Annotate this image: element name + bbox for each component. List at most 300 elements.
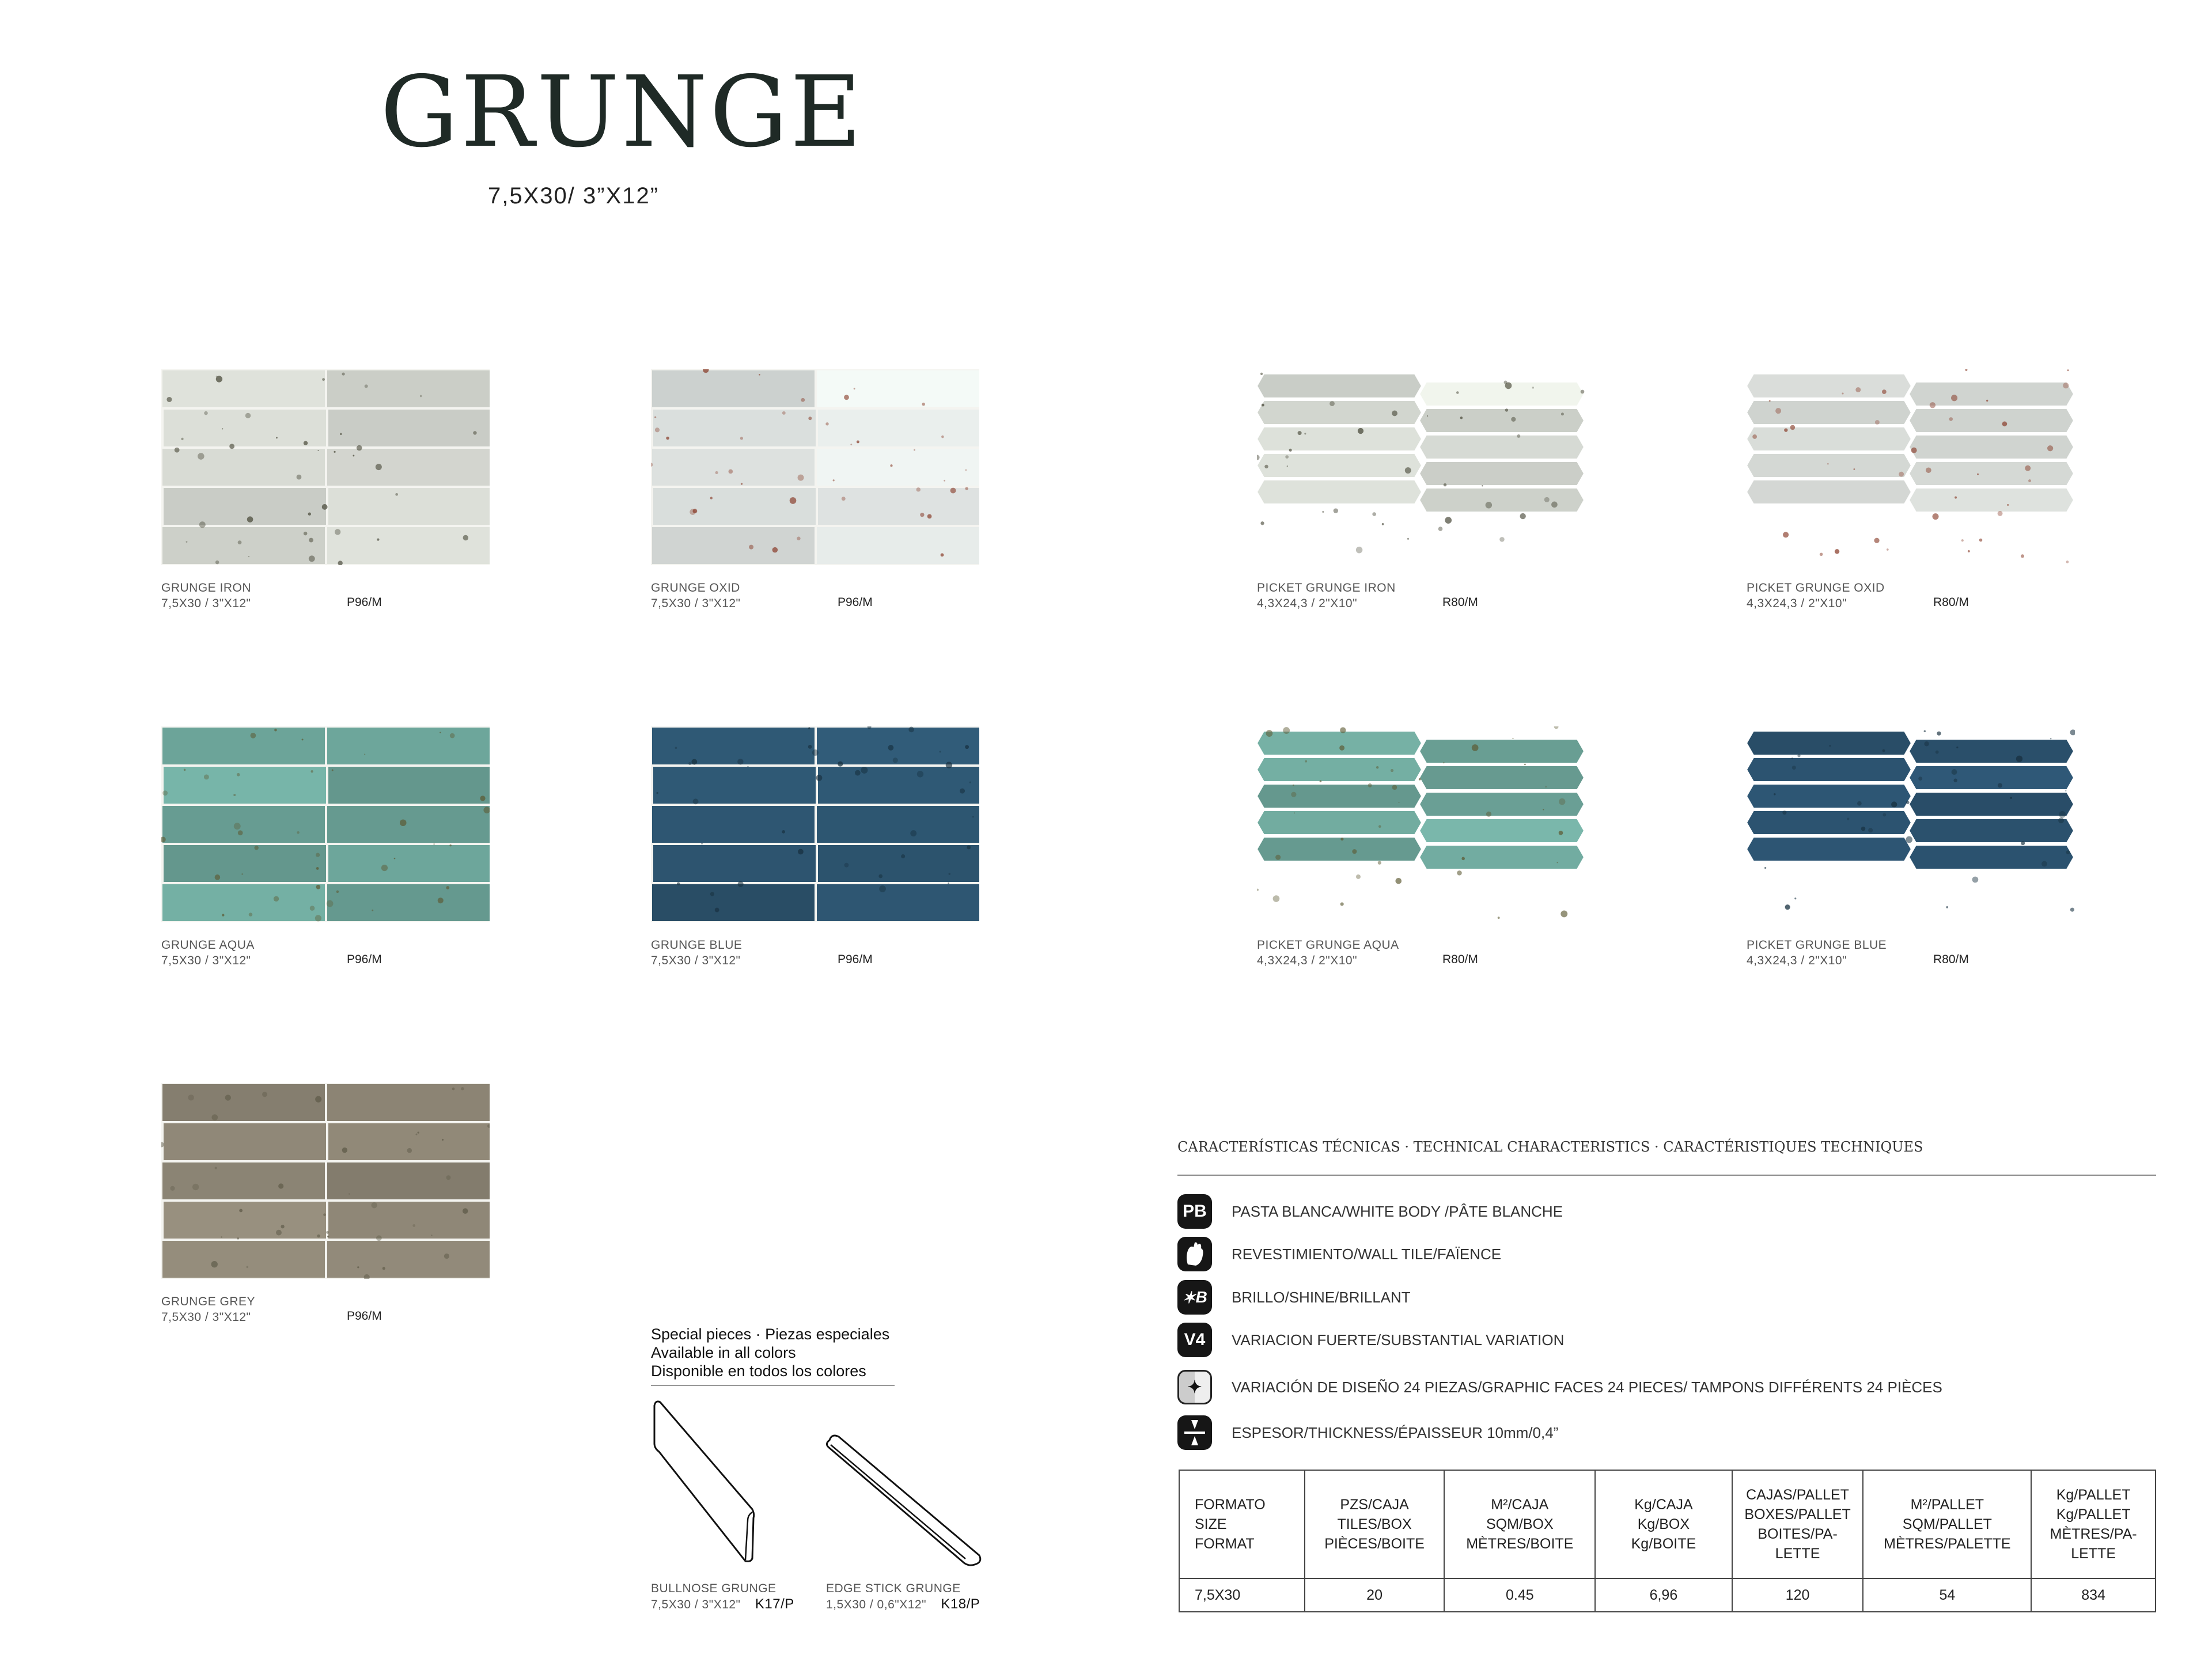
grunge-stain [442, 1139, 444, 1141]
grunge-stain [741, 483, 743, 484]
grunge-stain [1378, 861, 1381, 865]
picket-tile [1747, 374, 1911, 398]
grunge-stain [215, 561, 219, 564]
grunge-stain [342, 1148, 347, 1153]
tile-label [161, 937, 255, 968]
picket-tile [1747, 784, 1911, 808]
tile-label [1257, 937, 1399, 968]
grunge-stain [801, 398, 805, 402]
header-line: PZS/CAJA [1340, 1497, 1409, 1513]
brick-tile [652, 884, 815, 921]
grunge-stain [949, 873, 950, 874]
grunge-stain [782, 830, 785, 834]
grunge-stain [1924, 741, 1929, 746]
grunge-stain [740, 437, 743, 440]
piece-label [826, 1581, 980, 1612]
grunge-stain [969, 782, 971, 783]
brick-tile [653, 767, 816, 804]
tile-label [1747, 937, 1887, 968]
grunge-stain [440, 732, 441, 733]
table-header-row [1179, 1470, 2156, 1578]
tile-size: 4,3X24,3 / 2"X10" [1747, 597, 1847, 610]
tile-image[interactable] [1747, 369, 2075, 565]
grunge-stain [372, 910, 373, 911]
tile-size: 7,5X30 / 3"X12" [161, 1311, 251, 1324]
header-line: LETTE [1775, 1546, 1820, 1562]
picket-tile [1257, 731, 1422, 755]
grunge-stain [1951, 395, 1957, 401]
grunge-stain [1882, 389, 1887, 394]
bullnose-drawing [651, 1394, 760, 1567]
picket-tile [1257, 453, 1422, 478]
picket-tile [1747, 480, 1911, 504]
header-line: FORMATO [1195, 1497, 1266, 1513]
grunge-stain [1505, 383, 1512, 389]
brick-tile [653, 845, 816, 882]
grunge-stain [1560, 910, 1567, 917]
header-line: FORMAT [1195, 1536, 1255, 1552]
brick-tile [328, 1123, 490, 1160]
grunge-stain [2070, 729, 2075, 735]
grunge-stain [675, 747, 677, 749]
grunge-stain [1438, 527, 1443, 531]
grunge-stain [1861, 827, 1866, 831]
grunge-stain [452, 1088, 455, 1090]
grunge-stain [1340, 727, 1346, 733]
picket-tile [1419, 408, 1584, 433]
tile-image[interactable] [1747, 726, 2075, 922]
grunge-stain [327, 900, 334, 907]
brick-tile [162, 370, 325, 407]
tile-name: PICKET GRUNGE OXID [1747, 581, 1885, 594]
grunge-stain [1273, 895, 1280, 902]
grunge-stain [1924, 730, 1926, 733]
picket-tile [1257, 427, 1422, 451]
grunge-stain [1376, 766, 1378, 768]
grunge-stain [199, 521, 206, 528]
grunge-stain [688, 762, 691, 765]
grunge-stain [2065, 790, 2066, 792]
grunge-stain [309, 538, 313, 543]
grunge-stain [274, 729, 277, 732]
tile-label [651, 937, 742, 968]
grunge-stain [1857, 801, 1862, 806]
grunge-stain [332, 769, 334, 771]
grunge-stain [1392, 785, 1397, 790]
grunge-stain [2025, 465, 2031, 471]
grunge-stain [1287, 465, 1288, 467]
tile-size: 7,5X30 / 3"X12" [651, 954, 741, 967]
grunge-stain [1291, 792, 1296, 797]
feature-text: VARIACION FUERTE/SUBSTANTIAL VARIATION [1232, 1331, 1565, 1349]
grunge-stain [747, 766, 748, 767]
tile-code: P96/M [347, 1309, 382, 1323]
grunge-stain [965, 487, 968, 490]
piece-label [651, 1581, 794, 1612]
grunge-stain [1289, 449, 1292, 452]
grunge-stain [1352, 849, 1357, 854]
grunge-stain [2058, 817, 2064, 823]
grunge-stain [1559, 831, 1563, 835]
brick-tile [653, 488, 816, 525]
grunge-stain [463, 535, 468, 540]
grunge-stain [691, 759, 697, 765]
brick-tile [653, 410, 816, 446]
brick-tile [164, 767, 326, 804]
grunge-stain [412, 1224, 415, 1227]
grunge-stain [1482, 485, 1483, 486]
feature-white-body [1177, 1194, 1563, 1229]
grunge-stain [2050, 738, 2051, 739]
grunge-stain [237, 773, 240, 777]
grunge-stain [1906, 801, 1910, 804]
grunge-stain [1956, 747, 1958, 748]
grunge-stain [186, 541, 188, 543]
grunge-stain [1334, 508, 1338, 513]
grunge-stain [1875, 420, 1880, 425]
grunge-stain [376, 1235, 382, 1241]
grunge-stain [192, 1184, 199, 1190]
grunge-stain [340, 433, 342, 436]
piece-name: EDGE STICK GRUNGE [826, 1582, 961, 1595]
tile-image[interactable] [651, 369, 979, 565]
table-cell: 834 [2031, 1578, 2156, 1612]
grunge-stain [431, 1234, 432, 1236]
grunge-stain [922, 403, 925, 406]
brick-tile [818, 767, 979, 804]
divider [1177, 1175, 2156, 1176]
grunge-stain [1820, 552, 1823, 556]
tile-name: PICKET GRUNGE IRON [1257, 581, 1396, 594]
grunge-stain [812, 749, 819, 756]
grunge-stain [2059, 811, 2066, 818]
tile-image[interactable] [161, 726, 490, 922]
brick-tile [652, 728, 815, 764]
piece-code: K17/P [755, 1596, 794, 1612]
grunge-stain [677, 882, 680, 885]
grunge-stain [950, 488, 956, 494]
brick-tile [818, 410, 979, 446]
brick-tile [817, 806, 979, 843]
tile-name: PICKET GRUNGE AQUA [1257, 938, 1399, 952]
grunge-stain [1499, 537, 1505, 542]
grunge-stain [316, 867, 319, 870]
grunge-stain [1293, 785, 1294, 786]
picket-tile [1419, 766, 1584, 790]
grunge-stain [1294, 812, 1295, 813]
grunge-stain [1977, 474, 1979, 475]
grunge-stain [2047, 445, 2053, 451]
grunge-stain [322, 504, 328, 510]
tile-image[interactable] [1257, 726, 1585, 922]
grunge-stain [450, 733, 455, 739]
grunge-stain [1986, 400, 1988, 402]
grunge-stain [238, 540, 242, 544]
header-line: Kg/PALLET [2056, 1506, 2131, 1523]
grunge-stain [2007, 504, 2009, 506]
grunge-stain [222, 914, 224, 916]
grunge-stain [737, 759, 743, 764]
grunge-stain [211, 1261, 218, 1267]
shine-icon: ✶ B [1177, 1280, 1212, 1315]
grunge-stain [221, 1236, 222, 1237]
picket-tile [1257, 758, 1422, 782]
grunge-stain [335, 529, 340, 535]
feature-text: REVESTIMIENTO/WALL TILE/FAÏENCE [1232, 1245, 1502, 1263]
feature-graphic-faces [1177, 1369, 1942, 1405]
edge-stick-drawing [824, 1429, 985, 1573]
grunge-stain [844, 863, 849, 868]
grunge-stain [316, 853, 320, 857]
grunge-stain [480, 796, 485, 801]
brick-tile [327, 728, 490, 764]
brick-tile [162, 728, 325, 764]
grunge-stain [211, 1114, 218, 1120]
grunge-stain [960, 789, 965, 794]
grunge-stain [1339, 745, 1344, 751]
grunge-stain [1382, 523, 1384, 525]
grunge-stain [233, 794, 236, 796]
table-cell: 0.45 [1444, 1578, 1595, 1612]
grunge-stain [1918, 777, 1922, 781]
brick-tile [818, 488, 979, 525]
variation-v4-icon: V4 [1177, 1323, 1212, 1357]
brick-tile [164, 1123, 326, 1160]
grunge-stain [890, 464, 892, 467]
grunge-stain [808, 416, 812, 420]
grunge-stain [1461, 857, 1465, 861]
grunge-stain [1853, 468, 1855, 470]
grunge-stain [738, 881, 744, 887]
grunge-stain [1512, 738, 1513, 739]
picket-tile [1419, 819, 1584, 843]
table-header-cell [1305, 1470, 1445, 1578]
brick-tile [162, 884, 325, 921]
grunge-stain [1946, 906, 1948, 908]
tile-image[interactable] [1257, 369, 1585, 565]
thickness-icon [1177, 1415, 1212, 1450]
special-line: Special pieces · Piezas especiales [651, 1326, 890, 1343]
feature-variation [1177, 1322, 1564, 1358]
table-cell: 6,96 [1595, 1578, 1732, 1612]
grunge-stain [1262, 404, 1264, 407]
grunge-stain [1419, 778, 1421, 781]
grunge-stain [249, 912, 252, 916]
grunge-stain [693, 798, 699, 804]
grunge-stain [1340, 838, 1343, 840]
grunge-stain [1581, 390, 1585, 394]
table-header-cell [1595, 1470, 1732, 1578]
table-header-cell [2031, 1470, 2156, 1578]
feature-text: ESPESOR/THICKNESS/ÉPAISSEUR 10mm/0,4” [1232, 1423, 1559, 1441]
grunge-stain [418, 1132, 419, 1134]
grunge-stain [336, 891, 339, 893]
brick-tile [162, 806, 325, 843]
grunge-stain [1260, 521, 1264, 525]
grunge-stain [879, 885, 886, 892]
header-line: Kg/BOITE [1631, 1536, 1696, 1552]
grunge-stain [655, 427, 660, 432]
grunge-stain [798, 475, 804, 481]
table-header-cell [1732, 1470, 1863, 1578]
brick-tile [162, 1162, 325, 1199]
grunge-stain [916, 487, 921, 491]
grunge-stain [1322, 511, 1324, 513]
brick-tile [817, 884, 979, 921]
grunge-stain [1407, 538, 1409, 540]
grunge-stain [1517, 434, 1520, 438]
grunge-stain [281, 1225, 284, 1228]
grunge-stain [1953, 778, 1957, 782]
grunge-stain [400, 819, 407, 826]
grunge-stain [162, 790, 168, 796]
grunge-stain [444, 1254, 449, 1259]
grunge-stain [1868, 828, 1873, 832]
grunge-stain [940, 751, 941, 752]
picket-tile [1909, 766, 2074, 790]
grunge-stain [1827, 463, 1829, 465]
tile-size: 7,5X30 / 3"X12" [161, 597, 251, 610]
grunge-stain [1952, 769, 1957, 775]
table-header-cell [1444, 1470, 1595, 1578]
graphic-faces-icon: ✦ [1177, 1370, 1212, 1404]
grunge-stain [297, 831, 299, 834]
grunge-stain [310, 770, 313, 772]
header-line: MÈTRES/PA- [2050, 1526, 2137, 1542]
grunge-stain [2063, 383, 2069, 388]
table-cell: 7,5X30 [1179, 1578, 1305, 1612]
tile-label [651, 580, 741, 611]
grunge-stain [1257, 889, 1259, 891]
brick-tile [327, 370, 490, 407]
tile-name: GRUNGE BLUE [651, 938, 743, 952]
picket-tile [1419, 461, 1584, 486]
grunge-stain [215, 874, 221, 880]
grunge-stain [365, 384, 368, 388]
grunge-stain [245, 413, 251, 418]
tile-size: 4,3X24,3 / 2"X10" [1257, 954, 1358, 967]
grunge-stain [1551, 502, 1558, 508]
brick-tile [328, 845, 490, 882]
grunge-stain [797, 537, 800, 540]
table-cell: 120 [1732, 1578, 1863, 1612]
grunge-stain [798, 849, 804, 855]
tile-size: 7,5X30 / 3"X12" [161, 954, 251, 967]
grunge-stain [175, 448, 180, 453]
grunge-stain [1764, 867, 1766, 869]
grunge-stain [917, 771, 923, 777]
picket-tile [1909, 488, 2074, 512]
grunge-stain [353, 455, 354, 457]
brick-tile [328, 410, 490, 446]
grunge-stain [1949, 417, 1953, 421]
grunge-stain [1887, 548, 1889, 551]
tile-name: GRUNGE OXID [651, 581, 740, 594]
special-line: Disponible en todos los colores [651, 1362, 866, 1380]
grunge-stain [395, 493, 398, 496]
grunge-stain [357, 1266, 359, 1268]
grunge-stain [1392, 411, 1397, 416]
grunge-stain [376, 464, 382, 470]
grunge-stain [1457, 870, 1462, 876]
grunge-stain [2021, 554, 2024, 558]
picket-tile [1419, 792, 1584, 816]
tile-image[interactable] [161, 1083, 490, 1279]
grunge-stain [2066, 850, 2070, 854]
grunge-stain [1399, 802, 1400, 803]
grunge-stain [1847, 817, 1849, 820]
grunge-stain [1368, 783, 1372, 787]
grunge-stain [317, 1234, 320, 1237]
tile-image[interactable] [161, 369, 490, 565]
feature-shine [1177, 1279, 1411, 1315]
special-pieces-heading [651, 1325, 889, 1380]
grunge-stain [1842, 392, 1843, 394]
tile-code: R80/M [1442, 596, 1478, 609]
grunge-stain [1378, 825, 1381, 828]
tile-name: GRUNGE IRON [161, 581, 252, 594]
grunge-stain [225, 1095, 231, 1100]
grunge-stain [1520, 513, 1526, 519]
grunge-stain [901, 854, 905, 858]
header-line: SIZE [1195, 1516, 1227, 1532]
grunge-stain [1782, 811, 1786, 815]
grunge-stain [322, 378, 325, 381]
header-line: SQM/PALLET [1902, 1516, 1992, 1532]
grunge-stain [438, 898, 444, 903]
picket-tile [1909, 461, 2074, 486]
table-cell: 20 [1305, 1578, 1445, 1612]
feature-wall-tile [1177, 1236, 1501, 1272]
grunge-stain [2067, 369, 2069, 371]
tile-code: P96/M [347, 596, 382, 609]
grunge-stain [1264, 465, 1268, 468]
grunge-stain [910, 830, 916, 836]
grunge-stain [844, 395, 849, 400]
grunge-stain [842, 497, 846, 501]
grunge-stain [276, 437, 278, 439]
tile-label [1257, 580, 1396, 611]
brick-tile [328, 1202, 490, 1239]
picket-tile [1419, 845, 1584, 869]
page-subtitle: 7,5X30/ 3”X12” [488, 183, 660, 209]
tile-code: P96/M [838, 596, 873, 609]
grunge-stain [1260, 373, 1263, 375]
picket-tile [1747, 453, 1911, 478]
grunge-stain [446, 886, 449, 889]
brick-tile [162, 449, 325, 486]
grunge-stain [1883, 813, 1886, 816]
picket-tile [1419, 488, 1584, 512]
grunge-stain [908, 727, 914, 733]
table-header-cell [1179, 1470, 1305, 1578]
grunge-stain [237, 1237, 239, 1240]
picket-tile [1419, 435, 1584, 459]
grunge-stain [1785, 904, 1790, 910]
grunge-stain [1561, 412, 1564, 415]
grunge-stain [1554, 726, 1559, 729]
header-line: BOITES/PA- [1758, 1526, 1838, 1542]
picket-tile [1747, 837, 1911, 861]
tile-image[interactable] [651, 726, 979, 922]
grunge-stain [1911, 448, 1917, 453]
picket-tile [1909, 792, 2074, 816]
grunge-stain [1275, 855, 1281, 860]
grunge-stain [965, 745, 969, 749]
grunge-stain [364, 753, 365, 755]
grunge-stain [1830, 745, 1831, 747]
grunge-stain [808, 745, 812, 749]
